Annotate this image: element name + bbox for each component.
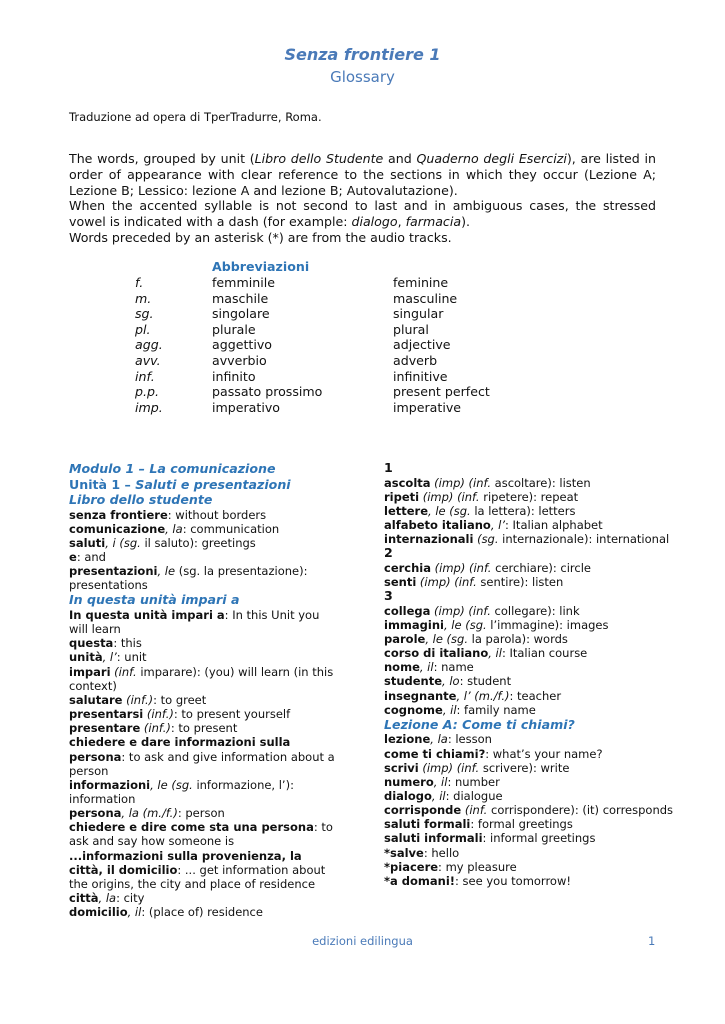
entry-grammar: , le (sg.	[150, 777, 193, 792]
glossary-entry	[384, 575, 674, 589]
entry-grammar: , la	[430, 732, 448, 747]
glossary-entry	[69, 891, 337, 905]
entry-grammar: , la	[98, 891, 117, 906]
entry-translation: : student	[459, 674, 512, 689]
entry-grammar: (inf.)	[143, 707, 174, 722]
intro-italic-span: Quaderno degli Esercizi	[416, 151, 567, 166]
entry-term: *salve	[384, 845, 424, 860]
lesson-heading: Lezione A: Come ti chiami?	[384, 716, 575, 732]
entry-translation: la lettera): letters	[470, 503, 576, 518]
entry-grammar: , l’ (m./f.)	[456, 688, 510, 703]
entry-translation: : to present	[170, 721, 238, 736]
entry-grammar: (imp) (inf.	[431, 560, 492, 575]
intro-italic-span: farmacia	[405, 214, 462, 230]
entry-grammar: , l’	[490, 517, 506, 532]
entry-grammar: , i (sg.	[105, 535, 141, 550]
entry-translation: ripetere): repeat	[479, 489, 579, 504]
abbreviation-english: masculine	[393, 290, 458, 306]
entry-translation: : person	[177, 806, 225, 821]
entry-term: insegnante	[384, 688, 457, 703]
entry-grammar: (imp) (inf.	[416, 574, 477, 589]
intro-italic-span: Libro dello Studente	[254, 151, 384, 166]
abbreviation-italian: imperativo	[212, 399, 280, 415]
entry-list	[384, 732, 674, 888]
entry-translation: l’immagine): images	[486, 617, 609, 632]
entry-term: ripeti	[384, 489, 420, 504]
entry-translation: : city	[116, 891, 145, 906]
entry-translation: : teacher	[509, 688, 562, 703]
entry-translation: : to ask and give information about a person	[69, 749, 335, 778]
entry-term: ...informazioni sulla provenienza, la città, il domicilio	[69, 848, 302, 877]
entry-term: saluti formali	[384, 817, 471, 832]
abbreviation-italian: singolare	[212, 306, 270, 322]
abbreviation-key: m.	[135, 290, 152, 306]
entry-grammar: , il	[431, 788, 446, 803]
abbreviation-english: feminine	[393, 275, 449, 290]
exercise-number: 1	[384, 460, 393, 475]
entry-term: cognome	[384, 702, 443, 717]
entry-translation: : ... get information about the origins, the city and place of residence	[69, 862, 326, 891]
unit-number: Unità 1 –	[69, 476, 136, 492]
intro-paragraph-1	[69, 151, 656, 198]
entry-translation: : see you tomorrow!	[455, 873, 571, 888]
abbreviation-italian: avverbio	[212, 353, 267, 368]
entry-translation: : In this Unit you will learn	[69, 607, 320, 637]
entry-grammar: (sg.	[473, 532, 499, 547]
entry-translation: imparare): (you) will learn (in this context)	[69, 664, 334, 693]
entry-term: persona	[69, 806, 122, 821]
glossary-entry	[69, 536, 337, 550]
entry-term: presentazioni	[69, 564, 158, 579]
intro-text-span: When the accented syllable is not second to last and in ambiguous cases, the stressed vowel is indicated with a dash (for example:	[69, 198, 656, 230]
glossary-entry	[69, 707, 337, 721]
entry-term: presentarsi	[69, 707, 144, 722]
entry-term: corso di italiano	[384, 646, 489, 661]
glossary-entry	[384, 732, 674, 746]
abbreviation-english: imperative	[393, 399, 462, 415]
glossary-entry	[384, 860, 674, 874]
entry-grammar: (inf.	[110, 664, 137, 679]
entry-translation: : name	[433, 660, 474, 675]
entry-translation: informazione, l’): information	[69, 777, 294, 806]
entry-grammar: , il	[419, 660, 434, 675]
entry-term: presentare	[69, 721, 141, 736]
abbreviation-italian: aggettivo	[212, 337, 272, 353]
intro-text-span: ), are listed in order of appearance with clear reference to the sections in which they occur (Lezione A; Lezione B; Lessico: lezione A and lezione B; Autovalutazione).	[69, 151, 657, 198]
entry-term: *a domani!	[384, 873, 456, 888]
entry-translation: : communication	[182, 521, 280, 536]
entry-grammar: , l’	[102, 650, 117, 665]
entry-term: cerchia	[384, 560, 431, 575]
abbreviation-italian: maschile	[212, 290, 269, 306]
intro-text	[69, 151, 656, 246]
entry-translation: : to greet	[153, 692, 207, 707]
entry-translation: : family name	[456, 702, 536, 717]
abbreviation-italian: infinito	[212, 368, 256, 384]
abbreviation-key: pl.	[135, 321, 151, 337]
abbreviation-key: avv.	[135, 353, 161, 368]
entry-term: senti	[384, 574, 417, 589]
entry-grammar: (inf.)	[140, 721, 171, 736]
exercise-number: 3	[384, 588, 393, 604]
entry-translation: : my pleasure	[438, 859, 517, 874]
entry-translation: internazionale): international	[498, 532, 670, 547]
entry-grammar: , il	[488, 646, 502, 661]
entry-grammar: , il	[127, 905, 142, 920]
entry-term: salutare	[69, 692, 123, 707]
abbreviation-english: infinitive	[393, 368, 448, 384]
entry-translation: : what’s your name?	[485, 746, 603, 761]
entry-translation: : (place of) residence	[141, 905, 263, 920]
unit-title: Saluti e presentazioni	[135, 476, 291, 492]
entry-term: numero	[384, 774, 434, 789]
glossary-entry	[384, 504, 674, 518]
translation-credit: Traduzione ad opera di TperTradurre, Roma.	[69, 110, 322, 124]
document-subtitle: Glossary	[330, 68, 395, 86]
entry-translation: : without borders	[167, 507, 267, 522]
entry-term: dialogo	[384, 788, 432, 803]
glossary-entry	[69, 849, 337, 891]
glossary-entry	[69, 778, 337, 806]
entry-term: chiedere e dire come sta una persona	[69, 820, 314, 835]
document-title: Senza frontiere 1	[284, 45, 441, 64]
entry-term: alfabeto italiano	[384, 517, 491, 532]
entry-term: nome	[384, 660, 420, 675]
intro-italic-span: dialogo	[351, 214, 398, 230]
glossary-entry	[69, 665, 337, 693]
glossary-entry	[384, 632, 674, 646]
entry-translation: : lesson	[447, 732, 492, 747]
entry-translation: scrivere): write	[479, 760, 570, 775]
entry-term: e	[69, 549, 77, 564]
glossary-entry	[69, 806, 337, 820]
entry-grammar: , lo	[442, 674, 460, 689]
glossary-entry	[384, 646, 674, 660]
glossary-entry	[384, 747, 674, 761]
intro-paragraph-3: Words preceded by an asterisk (*) are from the audio tracks.	[69, 229, 452, 245]
entry-list	[384, 476, 674, 547]
entry-translation: : informal greetings	[482, 831, 596, 846]
glossary-entry	[384, 476, 674, 490]
entry-term: senza frontiere	[69, 507, 168, 522]
entry-term: come ti chiami?	[384, 746, 486, 761]
unit-heading	[69, 477, 337, 493]
glossary-entry	[384, 846, 674, 860]
glossary-entry	[384, 803, 674, 817]
section-heading-impari: In questa unità impari a	[69, 592, 240, 608]
glossary-entry	[69, 550, 337, 564]
entry-term: chiedere e dare informazioni sulla persona	[69, 735, 291, 764]
entry-term: corrisponde	[384, 803, 462, 818]
glossary-entry	[69, 608, 337, 636]
entry-term: unità	[69, 650, 103, 665]
entry-translation: il saluto): greetings	[140, 535, 256, 550]
abbreviation-key: agg.	[135, 337, 163, 353]
abbreviation-key: imp.	[135, 399, 163, 415]
entry-translation: : to present yourself	[173, 707, 291, 722]
glossary-entry	[384, 490, 674, 504]
glossary-entry	[69, 564, 337, 592]
entry-term: studente	[384, 674, 443, 689]
entry-grammar: , le	[157, 564, 176, 579]
abbreviation-key: p.p.	[135, 384, 159, 400]
entry-translation: : this	[113, 636, 142, 651]
entry-term: lezione	[384, 732, 431, 747]
glossary-right-column	[384, 461, 674, 888]
entry-grammar: , la	[165, 521, 183, 536]
glossary-entry	[384, 518, 674, 532]
entry-term: città	[69, 891, 99, 906]
abbreviation-key: f.	[135, 275, 144, 290]
glossary-left-column	[69, 461, 337, 919]
section-heading-libro: Libro dello studente	[69, 492, 213, 507]
entry-translation: sentire): listen	[476, 574, 564, 589]
abbreviation-english: singular	[393, 306, 444, 322]
entry-term: collega	[384, 603, 431, 618]
glossary-entry	[384, 660, 674, 674]
module-heading: Modulo 1 – La comunicazione	[69, 461, 276, 476]
glossary-entry	[69, 522, 337, 536]
exercise-number: 2	[384, 545, 393, 561]
abbreviation-english: adjective	[393, 337, 451, 353]
abbreviation-english: adverb	[393, 353, 438, 368]
entry-translation: : unit	[116, 650, 147, 665]
entry-translation: : dialogue	[445, 788, 503, 803]
intro-text-span: The words, grouped by unit (	[69, 151, 255, 166]
entry-translation: : number	[447, 774, 500, 789]
abbreviation-italian: plurale	[212, 321, 256, 337]
entry-grammar: , la (m./f.)	[121, 806, 178, 821]
entry-term: informazioni	[69, 777, 151, 792]
abbreviation-italian: passato prossimo	[212, 384, 323, 400]
entry-list	[384, 561, 674, 589]
glossary-entry	[384, 817, 674, 831]
abbreviations-heading: Abbreviazioni	[212, 259, 310, 274]
entry-grammar: (inf.	[461, 803, 488, 818]
intro-text-span: and	[383, 151, 417, 166]
entry-term: lettere	[384, 503, 429, 518]
glossary-entry	[69, 735, 337, 777]
entry-translation: : and	[76, 549, 106, 564]
glossary-entry	[384, 703, 674, 717]
intro-paragraph-2	[69, 198, 656, 230]
abbreviation-key: sg.	[135, 306, 154, 322]
glossary-entry	[384, 789, 674, 803]
glossary-entry	[69, 905, 337, 919]
entry-translation: : hello	[423, 845, 460, 860]
entry-translation: : Italian course	[501, 646, 588, 661]
entry-term: comunicazione	[69, 521, 166, 536]
abbreviation-key: inf.	[135, 368, 155, 384]
glossary-entry	[384, 674, 674, 688]
entry-translation: : Italian alphabet	[505, 517, 603, 532]
entry-term: ascolta	[384, 475, 431, 490]
entry-term: immagini	[384, 617, 444, 632]
glossary-entry	[384, 831, 674, 845]
glossary-entry	[384, 874, 674, 888]
entry-grammar: (imp) (inf.	[430, 603, 491, 618]
entry-translation: collegare): link	[490, 603, 580, 618]
glossary-entry	[69, 650, 337, 664]
entry-term: saluti informali	[384, 831, 483, 846]
entry-grammar: (inf.)	[122, 692, 154, 707]
entry-translation: la parola): words	[467, 631, 568, 646]
glossary-entry	[384, 532, 674, 546]
entry-list	[69, 508, 337, 593]
entry-grammar: (imp) (inf.	[418, 760, 480, 775]
entry-translation: ascoltare): listen	[491, 475, 591, 490]
glossary-entry	[384, 618, 674, 632]
entry-term: saluti	[69, 535, 106, 550]
entry-term: internazionali	[384, 532, 474, 547]
entry-term: domicilio	[69, 905, 128, 920]
footer-publisher: edizioni edilingua	[312, 934, 413, 948]
entry-translation: (sg. la presentazione): presentations	[69, 564, 308, 593]
abbreviation-english: present perfect	[393, 384, 490, 400]
intro-text-span: ,	[397, 214, 406, 230]
glossary-entry	[69, 508, 337, 522]
entry-grammar: (imp) (inf.	[419, 489, 480, 504]
glossary-entry	[69, 693, 337, 707]
entry-translation: corrispondere): (it) corresponds	[487, 803, 674, 818]
entry-term: parole	[384, 631, 426, 646]
entry-grammar: , le (sg.	[428, 503, 471, 518]
entry-term: impari	[69, 664, 111, 679]
entry-grammar: , le (sg.	[443, 617, 487, 632]
abbreviation-italian: femminile	[212, 275, 275, 290]
entry-translation: cerchiare): circle	[491, 560, 592, 575]
glossary-entry	[384, 604, 674, 618]
glossary-entry	[384, 761, 674, 775]
entry-grammar: (imp) (inf.	[430, 475, 491, 490]
entry-grammar: , il	[433, 774, 448, 789]
entry-term: *piacere	[384, 859, 439, 874]
abbreviation-english: plural	[393, 321, 429, 337]
glossary-entry	[69, 820, 337, 848]
glossary-entry	[69, 721, 337, 735]
glossary-entry	[384, 775, 674, 789]
intro-text-span: ).	[461, 214, 470, 230]
entry-translation: : formal greetings	[470, 817, 573, 832]
glossary-entry	[384, 561, 674, 575]
glossary-entry	[69, 636, 337, 650]
entry-list	[69, 608, 337, 919]
entry-grammar: , le (sg.	[425, 631, 468, 646]
entry-list	[384, 604, 674, 717]
glossary-entry	[384, 689, 674, 703]
entry-term: In questa unità impari a	[69, 607, 225, 622]
entry-grammar: , il	[442, 702, 457, 717]
entry-term: questa	[69, 636, 114, 651]
entry-term: scrivi	[384, 760, 419, 775]
page-number: 1	[648, 934, 656, 948]
entry-translation: : to ask and say how someone is	[69, 820, 333, 849]
